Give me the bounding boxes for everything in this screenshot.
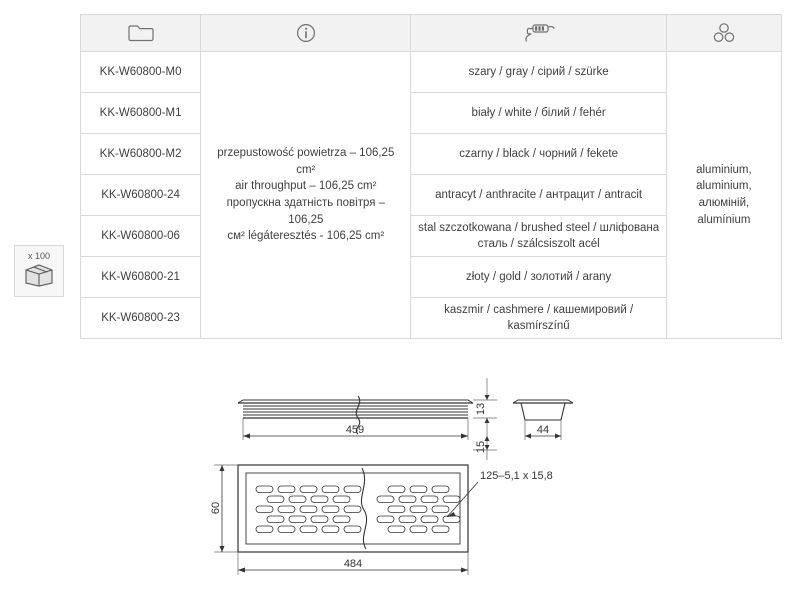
product-code: KK-W60800-M1 [81,93,201,134]
folder-icon [128,23,154,43]
product-code: KK-W60800-21 [81,257,201,298]
finish-label: antracyt / anthracite / антрацит / antracit [411,175,666,216]
info-line: air throughput – 106,25 cm² [235,180,377,193]
info-line: см² légáteresztés - 106,25 cm² [227,230,385,243]
packaging-quantity [14,245,64,297]
info-line: przepustowość powietrza – 106,25 cm² [217,146,395,176]
product-code: KK-W60800-23 [81,298,201,339]
dim-flange-height: 15 [475,440,487,454]
table-row [81,52,782,93]
material-line: alumínium [697,213,751,226]
dim-profile-length: 459 [345,424,365,436]
dim-end-width: 44 [536,424,550,436]
header-cell-finish [411,15,666,52]
header-cell-code [81,15,201,52]
dim-grille-length: 484 [343,558,363,570]
header-cell-info [201,15,411,52]
material-line: aluminium, [696,163,752,176]
quantity-label: x 100 [27,250,51,261]
dim-grille-height: 60 [210,501,222,515]
material-line: aluminium, [696,180,752,193]
product-code: KK-W60800-24 [81,175,201,216]
finish-label: biały / white / білий / fehér [411,93,666,134]
product-spec-table [80,14,782,339]
air-throughput-info [201,52,411,339]
paint-roller-icon [522,22,556,44]
material-info [666,52,781,339]
info-line: пропускна здатність повітря – 106,25 [226,197,386,226]
dim-slot-spec: 125–5,1 x 15,8 [480,470,553,482]
product-code: KK-W60800-M0 [81,52,201,93]
material-icon [712,22,736,44]
dim-profile-height: 13 [475,402,487,416]
finish-label: czarny / black / чорний / fekete [411,134,666,175]
finish-label: złoty / gold / золотий / arany [411,257,666,298]
material-line: алюміній, [698,197,750,209]
technical-drawing [0,340,800,600]
info-icon [296,23,316,43]
product-code: KK-W60800-M2 [81,134,201,175]
product-code: KK-W60800-06 [81,216,201,257]
header-cell-material [666,15,781,52]
finish-label: szary / gray / сірий / szürke [411,52,666,93]
table-header-row [81,15,782,52]
finish-label: stal szczotkowana / brushed steel / шліфована сталь / szálcsiszolt acél [411,216,666,257]
carton-box-icon [24,263,54,292]
finish-label: kaszmir / cashmere / кашемировий / kasmírszínű [411,298,666,339]
